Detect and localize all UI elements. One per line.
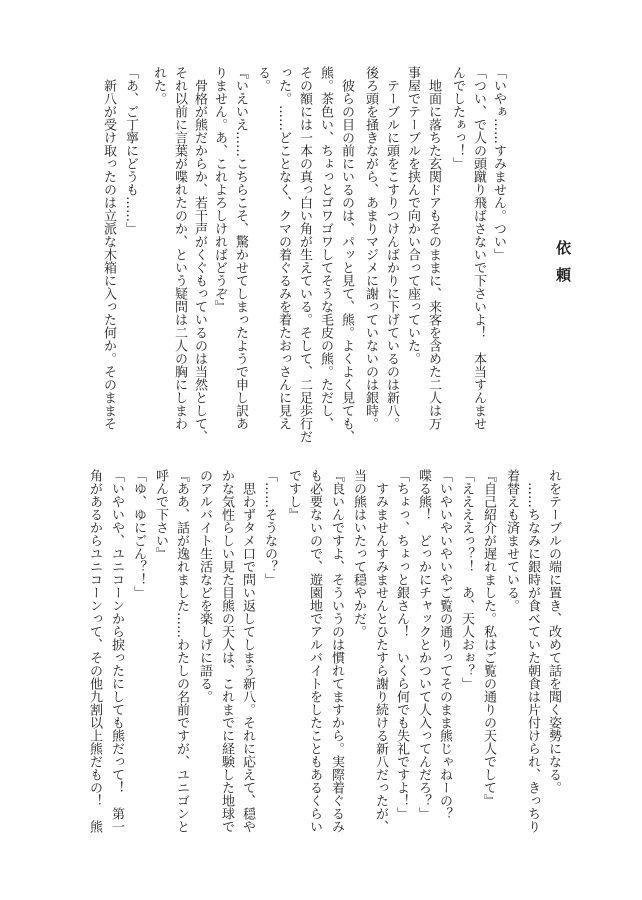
text-column: 彼らの目の前にいるのは、パッと見て、熊。よくよく見ても、 [339, 66, 354, 443]
text-column: 「つい、で人の頭蹴り飛ばさないで下さいよ！ 本当すんませ [471, 66, 486, 430]
text-column: 『良いんですよ、そういうのは慣れてますから。実際着ぐるみ [329, 469, 344, 833]
text-column: れをテーブルの端に置き、改めて話を聞く姿勢になる。 [546, 469, 561, 794]
text-column: 思わずタメ口で問い返してしまう新八。それに応えて、穏や [240, 469, 255, 833]
text-column: 「いやいや、ユニコーンから捩ったにしても熊だって！ 第一 [109, 469, 124, 833]
text-column: のアルバイト生活などを楽しげに語る。 [197, 469, 212, 703]
text-column: も必要ないので、遊園地でアルバイトをしたこともあるくらい [307, 469, 322, 833]
text-column: ですし』 [286, 469, 301, 521]
text-column: 「いやいやいやいやご覧の通りってそのまま熊じゃねーの？ [437, 469, 452, 820]
text-column: 「いやぁ……すみません。つい」 [491, 66, 506, 261]
text-column: った。……どことなく、クマの着ぐるみを着たおっさんに見え [276, 66, 291, 430]
text-column: 『ああ、話が逸れました……わたしの名前ですが、ユニゴンと [174, 469, 189, 833]
text-column: 後ろ頭を掻きながら、あまりマジメに謝っていないのは銀時。 [363, 66, 378, 430]
text-column: 地面に落ちた玄関ドアもそのままに、来客を含めた二人は万 [426, 66, 441, 430]
text-column: かな気性らしい見た目熊の天人は、これまでに経験した地球で [219, 469, 234, 833]
text-column: 「ええええっ？！ あ、天人おぉ？」 [459, 469, 474, 690]
text-column: ……ちなみに銀時が食べていた朝食は片付けられ、きっちり [525, 469, 540, 833]
text-column: 「ゆ、ゆにごん？！」 [131, 469, 146, 599]
text-column: る。 [255, 66, 270, 92]
text-column: りません。あ、これよろしければどうぞ』 [212, 66, 227, 313]
text-column: 喋る熊！ どっかにチャックとかついて人入ってんだろ？」 [416, 469, 431, 820]
text-column: 骨格が熊だからか、若干声がくぐもっているのは当然として、 [192, 66, 207, 443]
text-column: 「ちょっ、ちょっと銀さん！ いくら何でも失礼ですよ！」 [394, 469, 409, 820]
text-column: 事屋でテーブルを挟んで向かい合って座っていた。 [405, 66, 420, 365]
text-column: その額には一本の真っ白い角が生えている。そして、二足歩行だ [297, 66, 312, 443]
text-column: テーブルに頭をこすりつけんばかりに下げているのは新八。 [384, 66, 399, 430]
text-column: 熊。茶色い、ちょっとゴワゴワしてそうな毛皮の熊。ただし、 [318, 66, 333, 430]
text-column: 新八が受け取ったのは立派な木箱に入った何か。そのままそ [101, 66, 116, 430]
text-column: 『自己紹介が遅れました。私はご覧の通りの天人でして』 [481, 469, 496, 807]
text-column: 角があるからユニコーンって、その他九割以上熊だもの！ 熊 [87, 469, 102, 833]
text-column: 「あ、ご丁寧にどうも……」 [123, 66, 138, 235]
text-column: 呼んで下さい』 [153, 469, 168, 560]
text-column: すみませんすみませんとひたすら謝り続ける新八だったが、 [373, 469, 388, 833]
text-column: れた。 [151, 66, 166, 105]
text-column: 『いえいえ……こちらこそ、驚かせてしまったようで申し訳あ [233, 66, 248, 430]
text-column: んでしたぁっ！」 [450, 66, 465, 170]
text-column: 「……そうなの？」 [262, 469, 277, 586]
chapter-title: 依頼 [554, 240, 572, 294]
text-column: 着替えも済ませている。 [504, 469, 519, 612]
text-column: 当の熊はいたって穏やかだ。 [351, 469, 366, 638]
text-column: それ以前に言葉が喋れたのか、という疑問は二人の胸にしまわ [172, 66, 187, 430]
